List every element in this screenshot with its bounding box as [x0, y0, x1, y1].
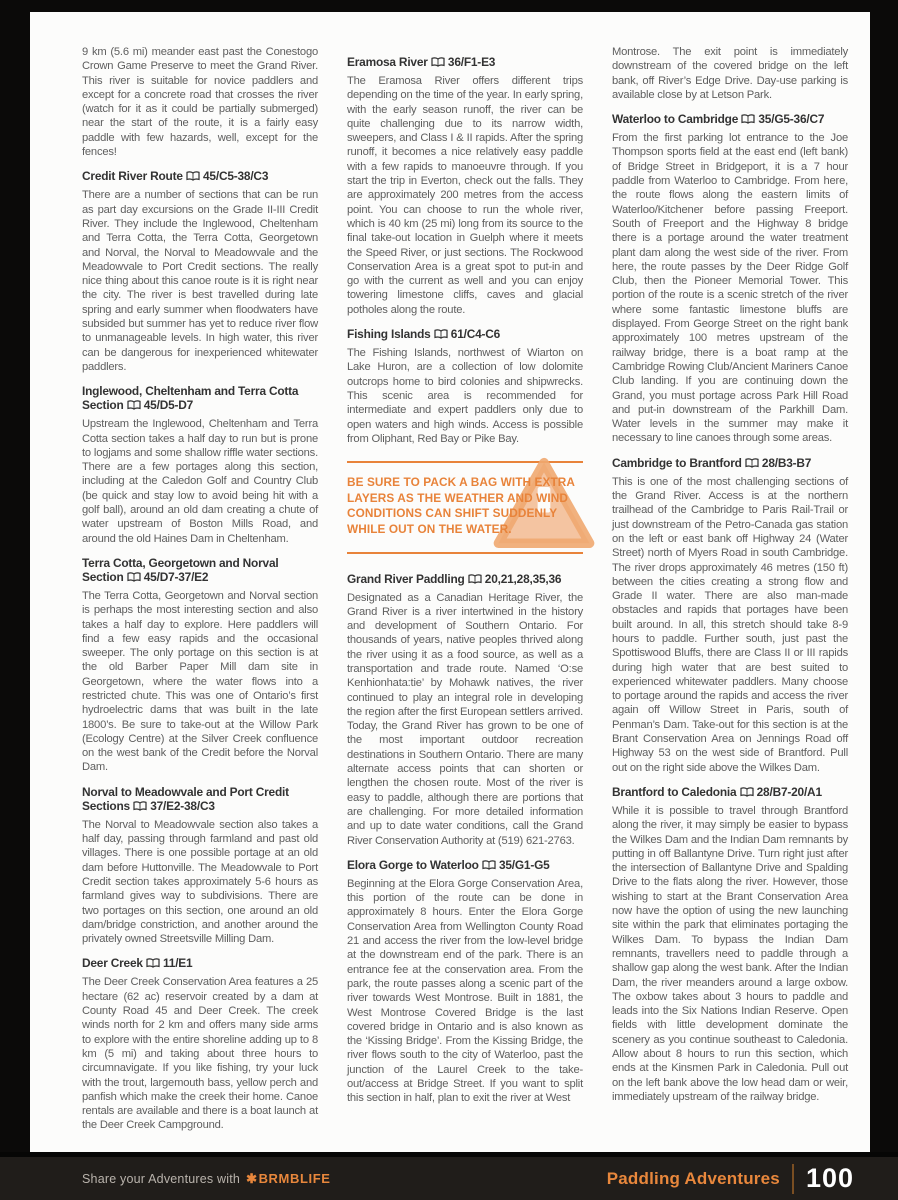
section-title: Eramosa River	[347, 55, 428, 69]
footer-page-info	[607, 1163, 854, 1194]
section-title: Terra Cotta, Georgetown and Norval Section	[82, 555, 279, 584]
map-book-icon	[127, 572, 141, 582]
map-book-icon	[468, 574, 482, 584]
body-paragraph: There are a number of sections that can be run as part day excursions on the Grade II-III Credit River. They include the Inglewood, Cheltenham and Terra Cotta, the Terra Cotta, Georgetown and Norval, the Norval to Meadowvale and the Meadowvale to Port Credit sections. The really nice thing about this canoe route is it is right near the city. The river is best travelled during late spring and early summer when floodwaters have subsided but summer has yet to reduce river flow to unmanageable levels. In high water, this river can be dangerous for inexperienced whitewater paddlers.	[82, 189, 318, 373]
section-title: Inglewood, Cheltenham and Terra Cotta Section	[82, 384, 299, 413]
body-paragraph: Upstream the Inglewood, Cheltenham and Terra Cotta section takes a half day to run but is prone to logjams and some shallow riffle water sections. There are a few portages along this section, including at the Caledon Golf and Country Club (be quick and stay low to avoid being hit with a golf ball), around an old dam creating a chute of water upstream of Boston Mills Road, and around the old Haines Dam in Cheltenham.	[82, 418, 318, 545]
map-reference: 35/G1-G5	[498, 857, 550, 872]
section-title: Waterloo to Cambridge	[612, 112, 739, 127]
section-heading	[82, 956, 318, 970]
callout-text: BE SURE TO PACK A BAG WITH EXTRA LAYERS AS THE WEATHER AND WIND CONDITIONS CAN SHIFT SUDDENLY WHILE OUT ON THE WATER.	[347, 475, 575, 536]
map-reference: 36/F1-E3	[447, 55, 496, 69]
body-paragraph: The Fishing Islands, northwest of Wiarton on Lake Huron, are a collection of low dolomite outcrops home to bird colonies and shipwrecks. This scenic area is recommended for intermediate and expert paddlers only due to open waters and high winds. Access is possible from Oliphant, Red Bay or Pike Bay.	[347, 347, 583, 445]
map-book-icon	[127, 400, 141, 410]
body-paragraph: From the first parking lot entrance to the Joe Thompson sports field at the east end (left bank) of Bridge Street in Bridgeport, it is a 7 hour paddle from Waterloo to Cambridge. From here, the route flows along the eastern limits of Waterloo/Kitchener before passing Freeport. South of Freeport and the Highway 8 bridge there is a portage around the water treatment plant dam along the west side of the river. From here, the route passes by the Deer Ridge Golf Club, then the Pioneer Memorial Tower. This portion of the route is a scenic stretch of the river where some fantastic limestone bluffs are displayed. From George Street on the right bank approximately 100 metres upstream of the railway bridge, there is a boat ramp at the Cambridge Rowing Club/Ancient Mariners Canoe Club landing. If you are continuing down the Grand, you must portage across Park Hill Road and put-in downstream of the Parkhill Dam. Water levels in the summer may make it necessary to line canoes through some areas.	[612, 132, 848, 445]
section-title: Cambridge to Brantford	[612, 455, 742, 470]
map-reference: 45/C5-38/C3	[203, 169, 269, 184]
section-title: Norval to Meadowvale and Port Credit Sections	[82, 784, 289, 813]
page-number: 100	[805, 1163, 854, 1193]
section-heading	[612, 112, 848, 126]
map-book-icon	[740, 787, 754, 797]
map-reference: 45/D5-D7	[143, 398, 194, 413]
map-reference: 37/E2-38/C3	[150, 798, 215, 813]
map-reference: 28/B7-20/A1	[756, 784, 822, 799]
text-column-3	[612, 45, 848, 1140]
text-column-1	[82, 45, 318, 1140]
map-reference: 28/B3-B7	[761, 455, 812, 470]
text-column-2	[347, 45, 583, 1140]
body-paragraph: The Eramosa River offers different trips depending on the time of the year. In early spring, with the early season runoff, the river can be quite challenging due to its narrow width, sweepers, and Class I & II rapids. After the spring runoff, it becomes a nice relatively easy paddle with a few rapids to manoeuvre through. If you start the trip in Everton, check out the falls. They are approximately 200 metres from the access point. You can choose to run the whole river, which is 40 km (25 mi) long from its source to the final take-out location in Guelph where it meets the Speed River, or just sections. The Rockwood Conservation Area is a great spot to put-in and go with the current as well and you can enjoy towering limestone cliffs, caves and glacial potholes along the route.	[347, 75, 583, 316]
map-book-icon	[482, 860, 496, 870]
section-title: Credit River Route	[82, 169, 183, 184]
map-reference: 45/D7-37/E2	[143, 569, 209, 584]
section-title: Brantford to Caledonia	[612, 784, 737, 799]
section-heading	[347, 858, 583, 872]
section-title: Fishing Islands	[347, 327, 431, 342]
map-book-icon	[146, 958, 160, 968]
body-paragraph: Montrose. The exit point is immediately downstream of the covered bridge on the left bank, off River’s Edge Drive. Day-use parking is available close by at Letson Park.	[612, 46, 848, 101]
section-heading	[82, 556, 318, 584]
map-reference: 11/E1	[163, 956, 193, 971]
footer-divider	[792, 1164, 794, 1194]
section-heading	[612, 456, 848, 470]
section-title: Grand River Paddling	[347, 571, 465, 586]
section-heading	[82, 785, 318, 813]
brmblife-hashtag	[246, 1171, 330, 1186]
section-heading	[612, 785, 848, 799]
three-column-text	[82, 45, 854, 1140]
body-paragraph: This is one of the most challenging sections of the Grand River. Access is at the northern trailhead of the Cambridge to Paris Rail-Trail or just downstream of the Petro-Canada gas station on the left or east bank off Highway 24 (Water Street) north of Myers Road in south Cambridge. The river drops approximately 46 metres (150 ft) between the cities creating a strong flow and Grade II water. There are also man-made obstacles and rapids that portages have been built around. In all, this stretch should take 8-9 hours to paddle. Further south, just past the Spottiswood Bluffs, there are Class II or III rapids during high water that are best suited to experienced whitewater paddlers. Many choose to portage around the rapids and access the river again off Willow Street in Paris, south of Penman’s Dam. Take-out for this section is at the Brant Conservation Area on Jennings Road off Highway 53 on the west side of Brantford. Pull out on the right side above the Wilkes Dam.	[612, 475, 848, 774]
map-book-icon	[745, 458, 759, 468]
section-heading	[82, 384, 318, 412]
page-sheet	[30, 12, 870, 1152]
body-paragraph: Beginning at the Elora Gorge Conservation Area, this portion of the route can be done in approximately 8 hours. Enter the Elora Gorge Conservation Area from Wellington County Road 21 and access the river from the low-level bridge at the downstream end of the park. There is an entrance fee at the conservation area. From the park, the route passes along a scenic part of the river towards West Montrose. Built in 1881, the West Montrose Covered Bridge is the last covered bridge in Ontario and is also known as the ‘Kissing Bridge’. From the Kissing Bridge, the river flows south to the city of Waterloo, past the junction of the Laurel Creek to the take-out/access at Bridge Street. If you want to split this section in half, plan to exit the river at West	[347, 877, 583, 1105]
body-paragraph: While it is possible to travel through Brantford along the river, it may simply be easier to bypass the Wilkes Dam and the Indian Dam remnants by putting in off Ballantyne Drive. Turn right just after the intersection of Ballantyne Drive and Spalding Drive to the flats along the river. However, those wishing to start at the Brant Conservation Area now have the option of using the new launching site within the park that eliminates portaging the Wilkes Dam. To bypass the Indian Dam remnants, travellers need to paddle through a shallow gap along the west bank. After the Indian Dam, the river meanders around a large oxbow. The oxbow takes about 3 hours to paddle and leads into the Six Nations Indian Reserve. Open fields with little development dominate the scenery as you continue southeast to Caledonia. Allow about 8 hours to run this section, which ends at the Kinsmen Park in Caledonia. Pull out on the left bank above the low head dam or weir, immediately upstream of the railway bridge.	[612, 804, 848, 1103]
map-reference: 20,21,28,35,36	[484, 571, 562, 586]
body-paragraph: The Deer Creek Conservation Area features a 25 hectare (62 ac) reservoir created by a dam at County Road 45 and Deer Creek. The creek winds north for 2 km and offers many side arms to explore with the entire shoreline adding up to 8 km (5 mi) and taking about three hours to circumnavigate. If you like fishing, try your luck with the trout, largemouth bass, yellow perch and panfish which make the creek their home. Canoe rentals are available and there is a boat launch at the Deer Creek Campground.	[82, 976, 318, 1132]
body-paragraph: Designated as a Canadian Heritage River, the Grand River is a river intertwined in the history and development of Southern Ontario. For thousands of years, native peoples thrived along the river using it as a food source, as well as a transportation and trade route. Named ‘O:se Kenhionhata:tie’ by Mohawk natives, the river continued to play an integral role in developing the region after the first European settlers arrived. Today, the Grand River has grown to be one of the most important outdoor recreation destinations in Southern Ontario. There are many alternate access points that can shorten or lengthen the chosen route. Most of the river is easy to paddle, although there are portions that are challenging. For more detailed information and up to date water conditions, call the Grand River Conservation Authority at (519) 621-2763.	[347, 591, 583, 847]
map-book-icon	[434, 329, 448, 339]
weather-warning-callout	[347, 461, 583, 553]
section-heading	[82, 169, 318, 183]
section-title: Deer Creek	[82, 956, 143, 971]
brmb-logo-icon: ✱	[246, 1170, 258, 1186]
map-book-icon	[741, 114, 755, 124]
map-reference: 61/C4-C6	[450, 327, 501, 342]
section-heading	[347, 55, 583, 69]
footer-section-title: Paddling Adventures	[606, 1168, 780, 1188]
body-paragraph: The Terra Cotta, Georgetown and Norval section is perhaps the most interesting section and also takes a half day to explore. Here paddlers will find a few easy rapids and the occasional sweeper. The only portage on this section is at the old Barber Paper Mill dam site in Georgetown, where the water flows into a restricted chute. This was one of Ontario’s first hydroelectric dams that was built in the late 1800’s. Be sure to take-out at the Willow Park (Ecology Centre) at the Silver Creek confluence on the west bank of the Credit before the Norval Dam.	[82, 589, 318, 774]
map-book-icon	[133, 801, 147, 811]
map-book-icon	[431, 57, 445, 67]
share-text: Share your Adventures with	[82, 1171, 241, 1186]
section-title: Elora Gorge to Waterloo	[347, 857, 479, 872]
body-paragraph: 9 km (5.6 mi) meander east past the Conestogo Crown Game Preserve to meet the Grand River. This river is suitable for novice paddlers and except for a concrete road that crosses the river (watch for it as it could be partially submerged) near the start of the route, it is a fairly easy paddle with few hazards, well, except for the fences!	[82, 46, 318, 159]
section-heading	[347, 572, 583, 586]
hashtag-label: BRMBLIFE	[258, 1170, 331, 1186]
page-footer	[0, 1152, 898, 1200]
map-reference: 35/G5-36/C7	[758, 112, 825, 127]
section-heading	[347, 327, 583, 341]
footer-share	[82, 1171, 331, 1187]
map-book-icon	[186, 171, 200, 181]
body-paragraph: The Norval to Meadowvale section also takes a half day, passing through farmland and past old villages. There is one possible portage at an old dam before Huttonville. The Meadowvale to Port Credit section takes approximately 5-6 hours as farmland gives way to subdivisions. There are two portages on this section, one around an old dam/bridge constriction, and another around the privately owned Streetsville Milling Dam.	[82, 818, 318, 946]
